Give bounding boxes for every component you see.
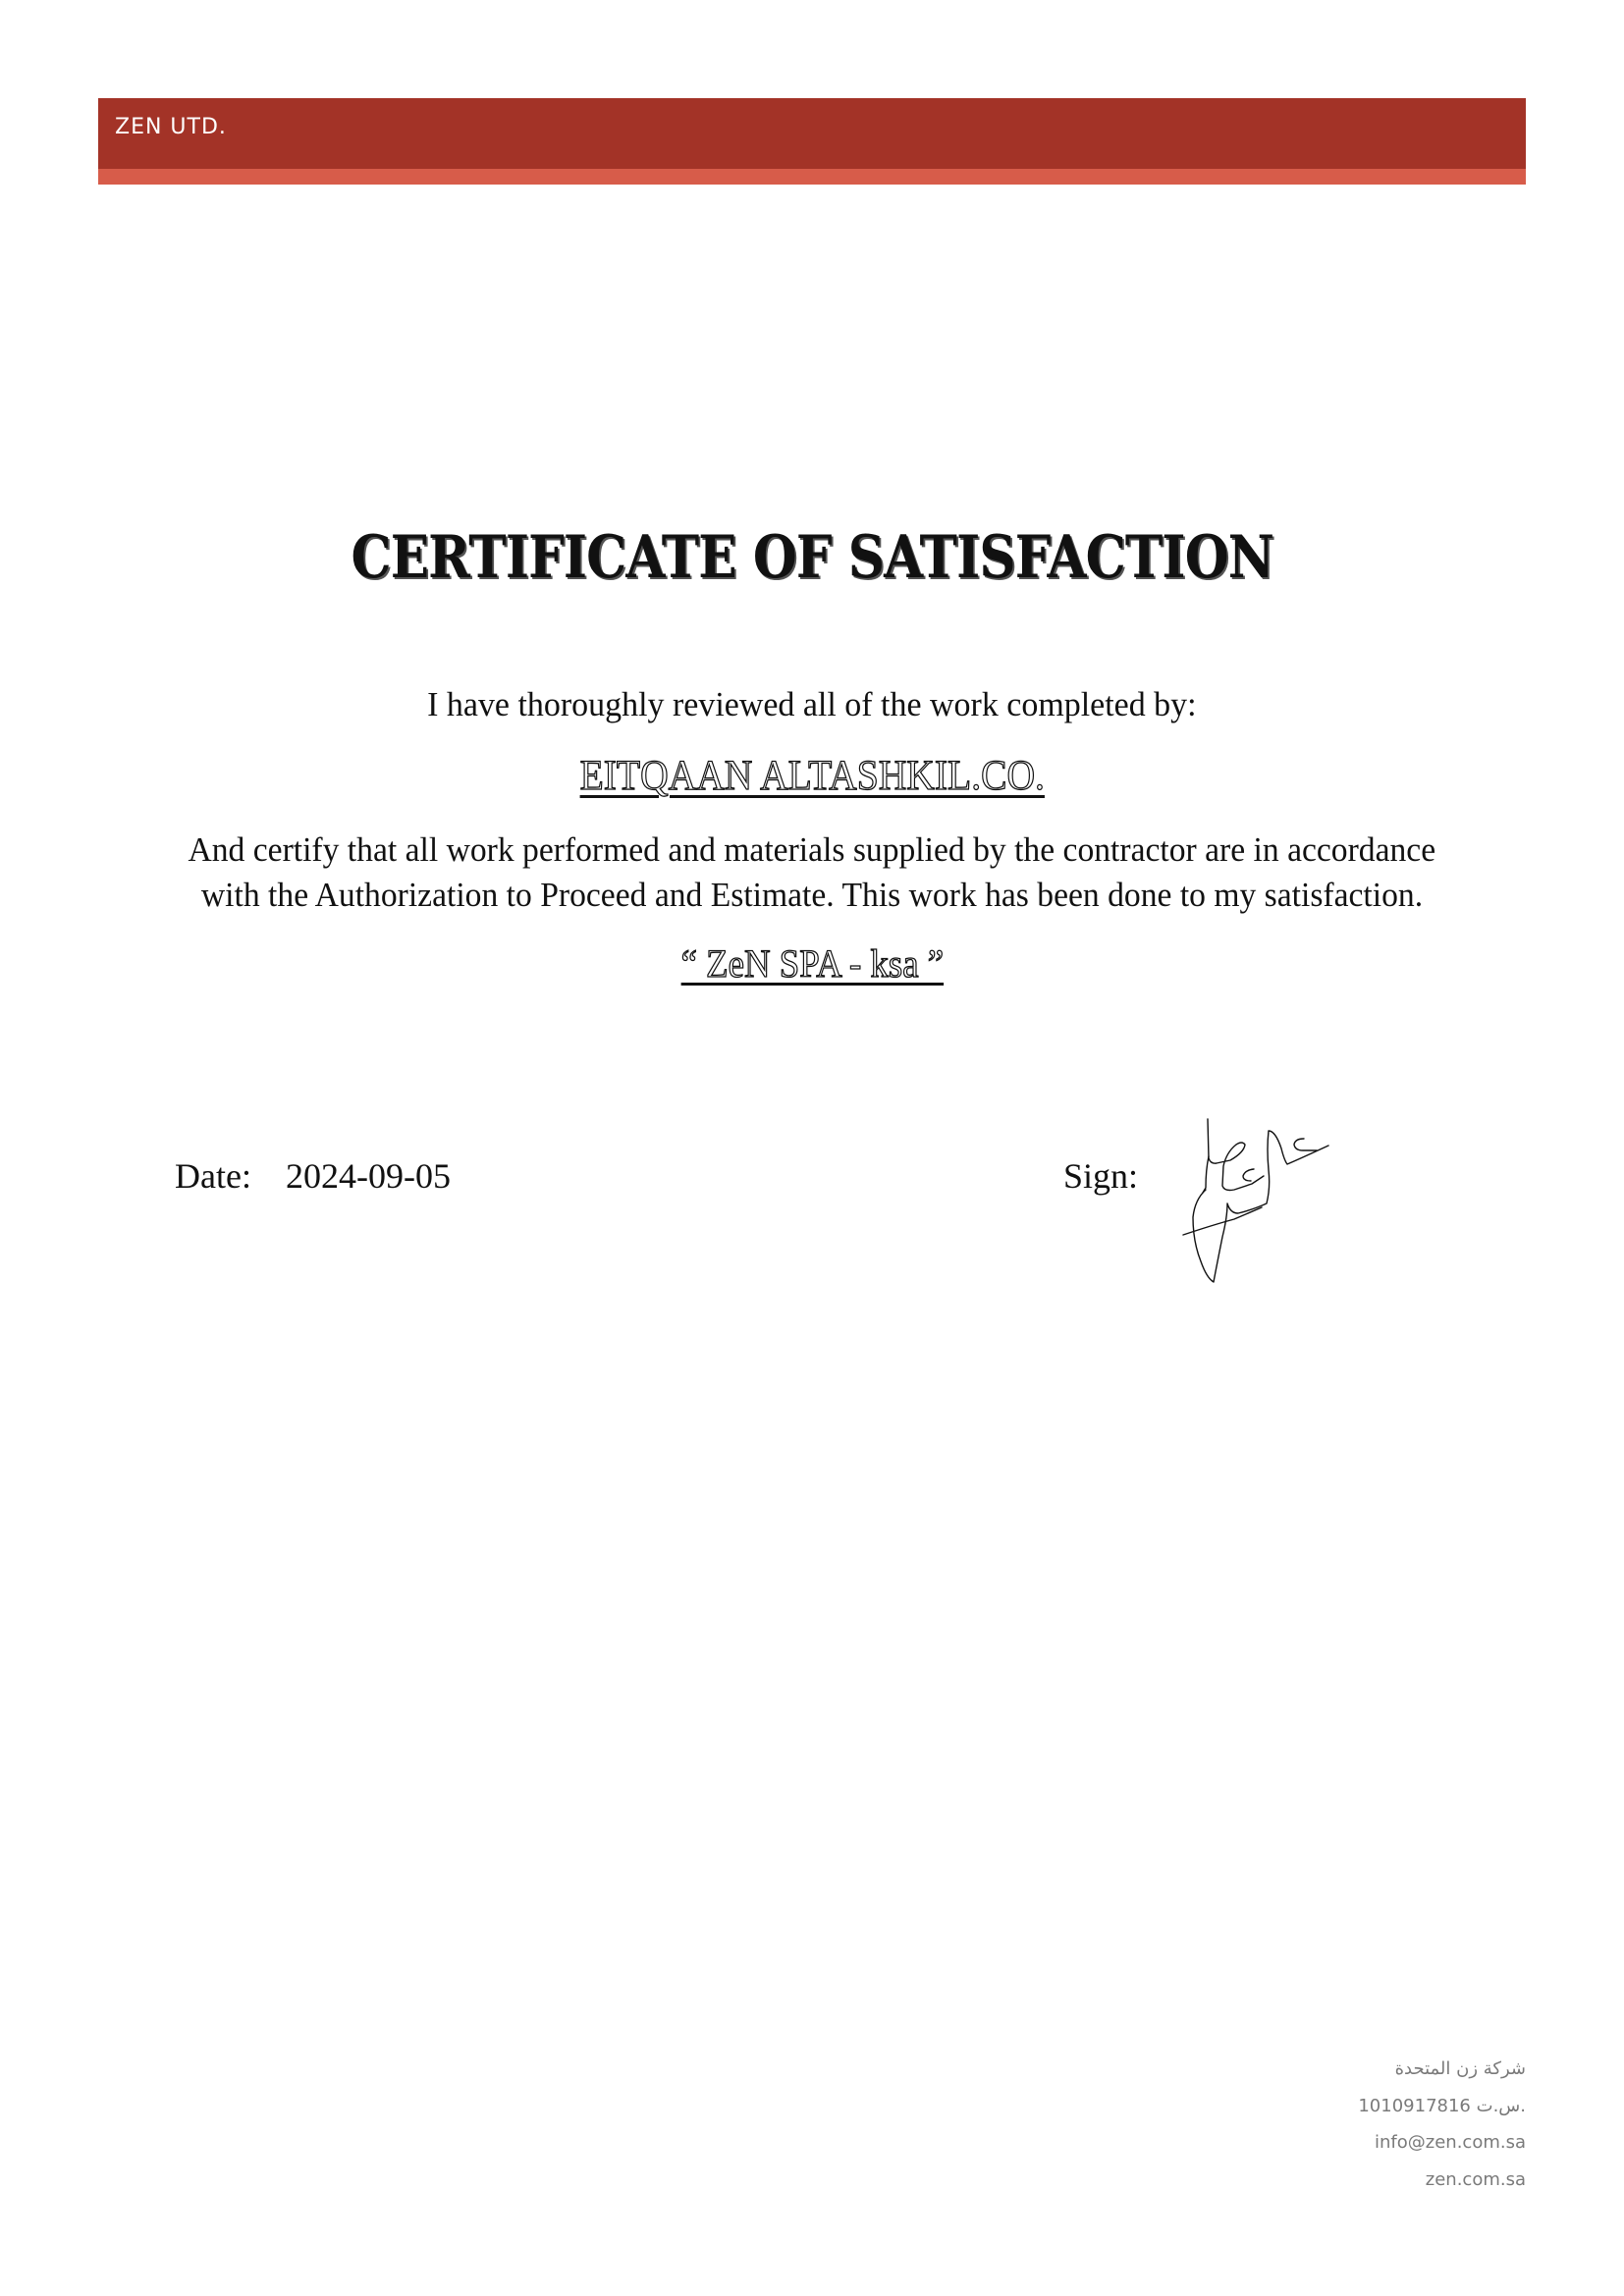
footer-company-arabic: شركة زن المتحدة	[1394, 2058, 1526, 2079]
statement-line-1	[0, 832, 1624, 867]
contractor-name	[0, 755, 1624, 797]
intro-text-span: I have thoroughly reviewed all of the work completed by:	[427, 685, 1197, 723]
footer-contact	[1133, 2056, 1526, 2203]
intro-text	[0, 687, 1624, 721]
cr-prefix: س.ت.	[1476, 2095, 1526, 2116]
client-name	[0, 941, 1624, 986]
header-bar	[98, 98, 1526, 169]
signature-stroke	[1203, 1156, 1209, 1193]
header-accent-strip	[98, 169, 1526, 185]
date-value: 2024-09-05	[286, 1156, 451, 1196]
signature-stroke	[1208, 1119, 1264, 1191]
sign-label: Sign:	[1063, 1156, 1139, 1196]
footer-commercial-register	[1133, 2093, 1526, 2130]
statement-line-2-text: with the Authorization to Proceed and Estimate. This work has been done to my satisfaction.	[200, 876, 1424, 914]
date-label: Date:	[175, 1156, 251, 1196]
client-name-text: “ ZeN SPA - ksa ”	[680, 941, 944, 986]
footer-website[interactable]: zen.com.sa	[1425, 2168, 1526, 2190]
cr-number: 1010917816	[1358, 2095, 1471, 2116]
signature-image	[1173, 1109, 1345, 1291]
statement-line-2	[0, 878, 1624, 912]
signature-stroke	[1294, 1139, 1317, 1150]
signature-stroke	[1243, 1169, 1254, 1181]
certificate-title-text: CERTIFICATE OF SATISFACTION	[351, 523, 1273, 592]
certificate-title	[0, 523, 1624, 592]
statement-line-1-text: And certify that all work performed and materials supplied by the contractor are in accordance	[188, 830, 1436, 869]
signature-stroke	[1183, 1207, 1262, 1235]
header-company-name: ZEN UTD.	[115, 115, 227, 139]
contractor-name-text: EITQAAN ALTASHKIL.CO.	[579, 753, 1045, 799]
footer-email[interactable]: info@zen.com.sa	[1375, 2132, 1526, 2153]
signature-stroke	[1193, 1131, 1328, 1282]
